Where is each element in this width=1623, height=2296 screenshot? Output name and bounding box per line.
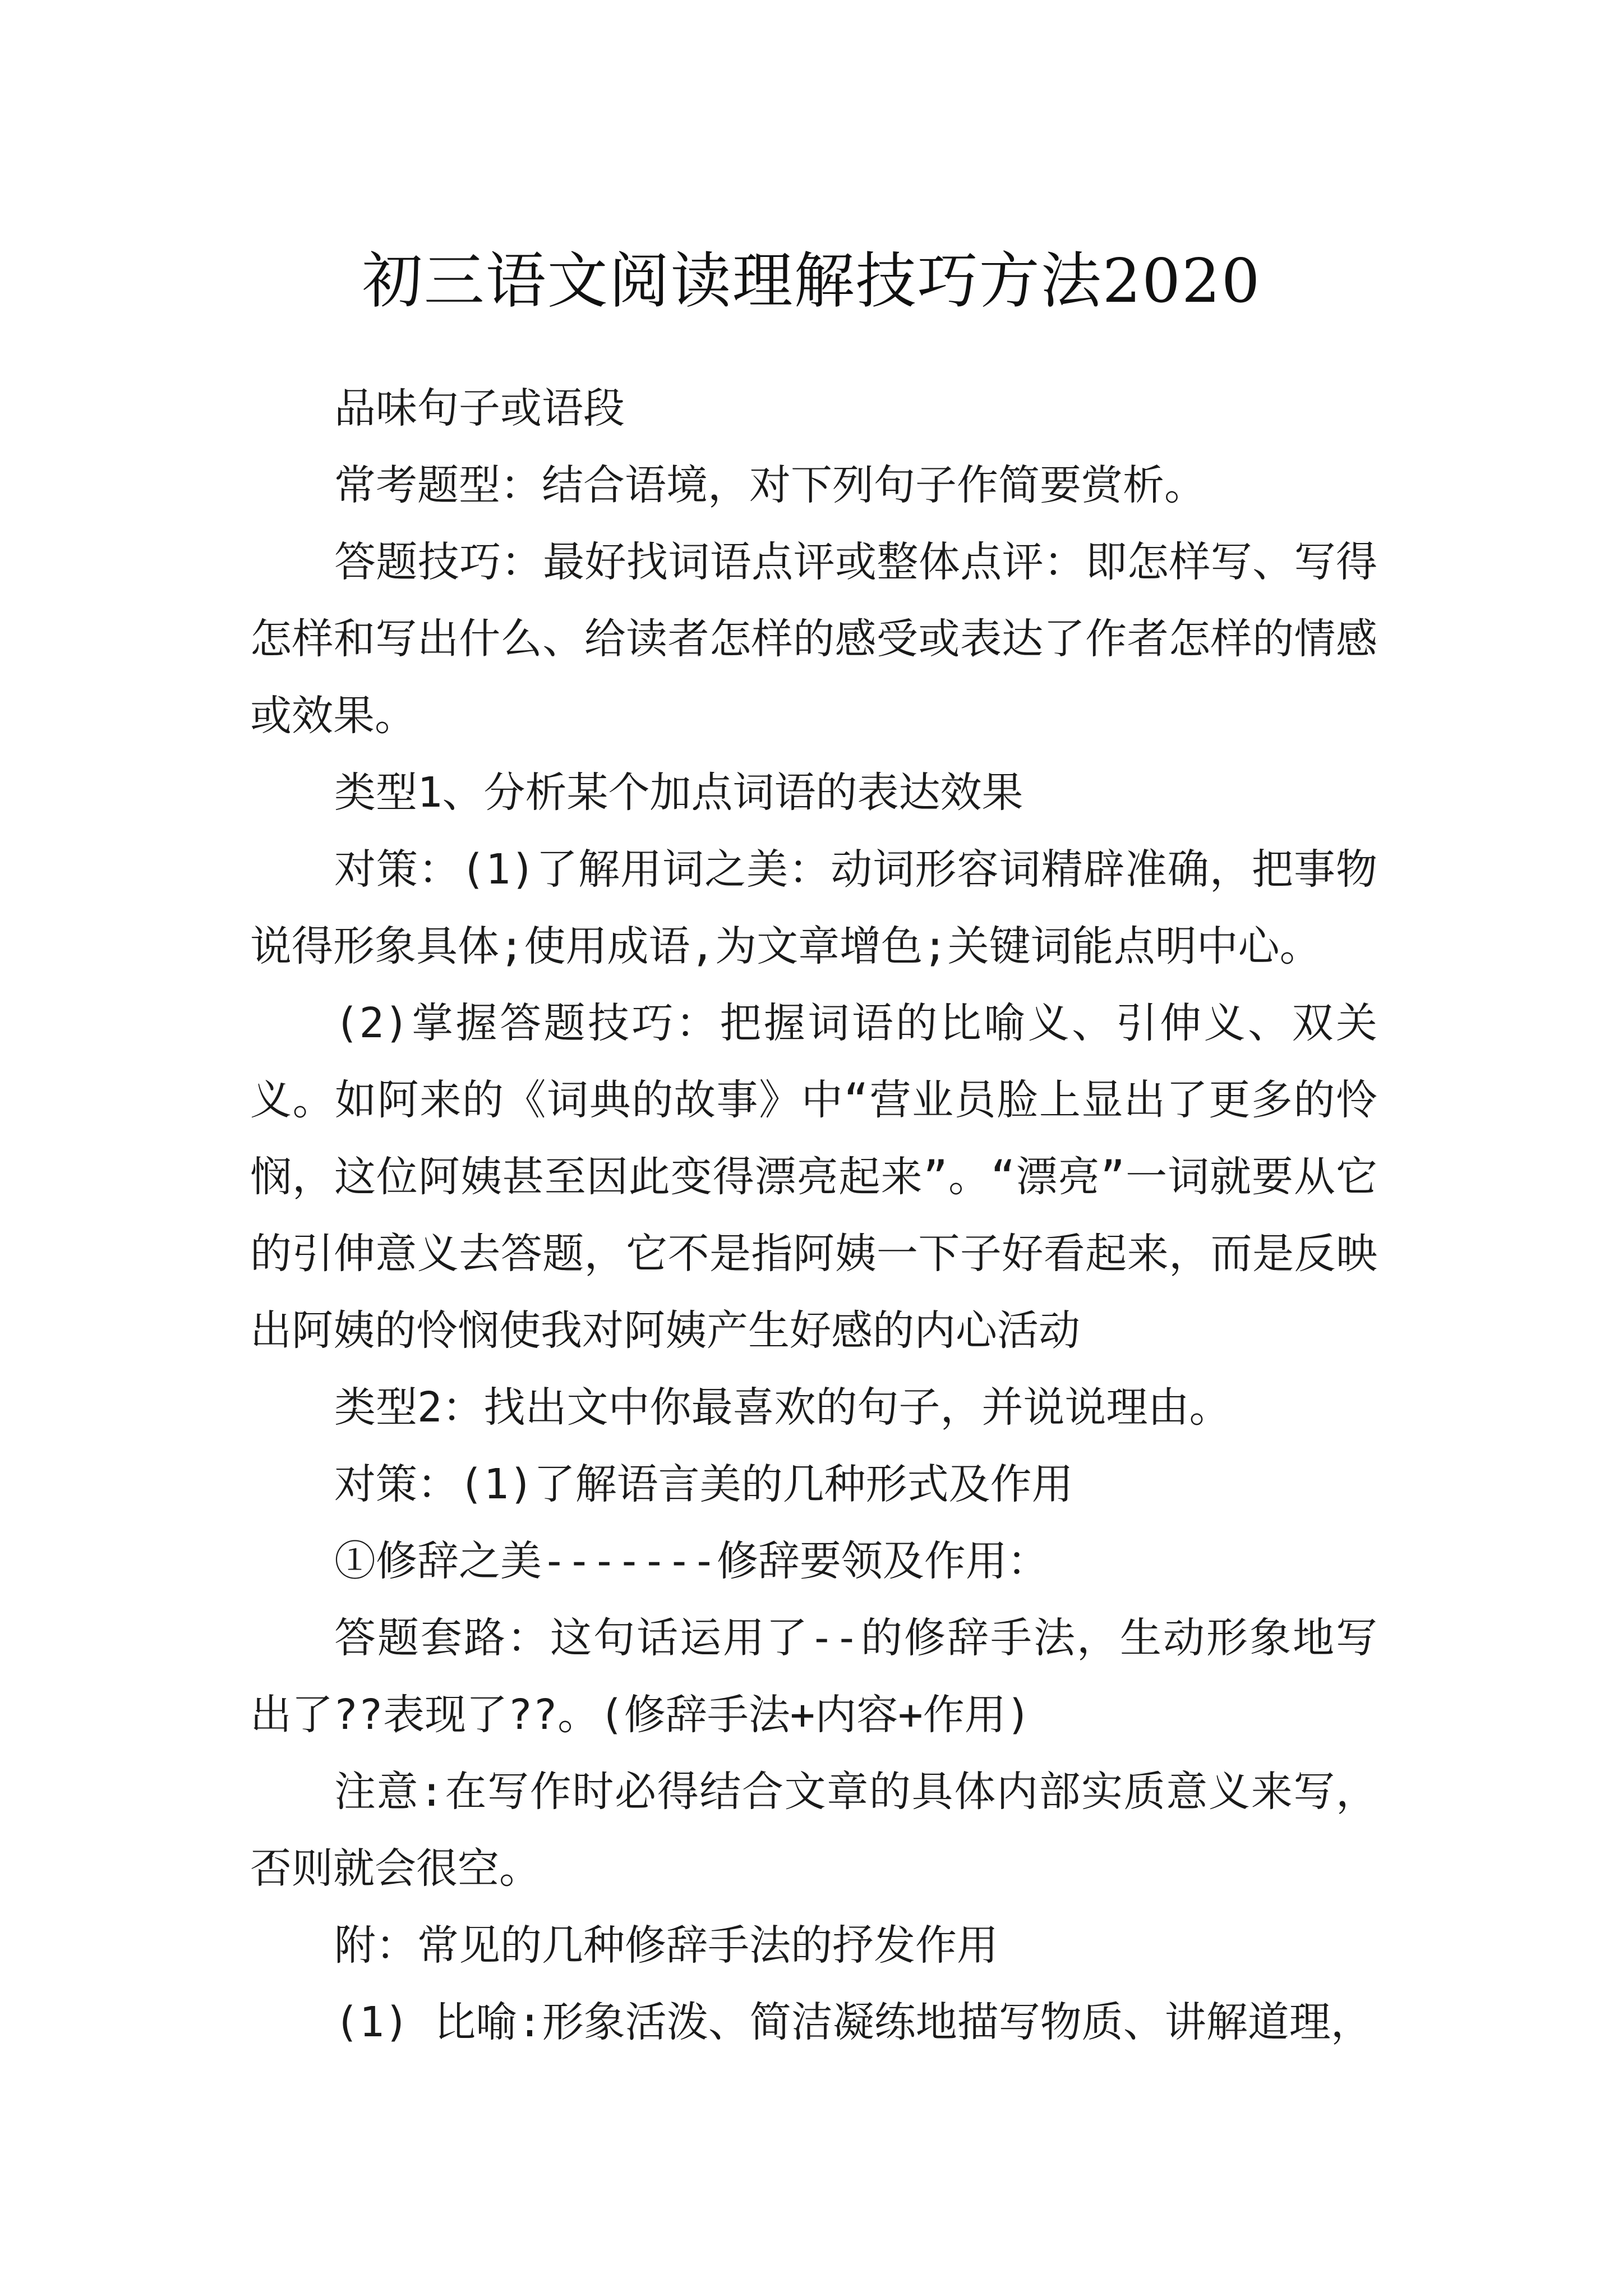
document-title: 初三语文阅读理解技巧方法2020 — [362, 246, 1261, 317]
paragraph: ①修辞之美-------修辞要领及作用： — [334, 1537, 1049, 1585]
document-body — [250, 370, 1377, 2061]
paragraph: 对策：(1)了解语言美的几种形式及作用 — [334, 1460, 1073, 1508]
paragraph: (2)掌握答题技巧：把握词语的比喻义、引伸义、双关义。如阿来的《词典的故事》中“营业员脸上显出了更多的怜悯，这位阿姨甚至因此变得漂亮起来”。“漂亮”一词就要从它的引伸意义去答题，它不是指阿姨一下子好看起来，而是反映出阿姨的怜悯使我对阿姨产生好感的内心活动 — [250, 999, 1377, 1355]
paragraph: 类型1、分析某个加点词语的表达效果 — [334, 769, 1023, 817]
paragraph: 附：常见的几种修辞手法的抒发作用 — [334, 1921, 998, 1970]
paragraph: 常考题型：结合语境，对下列句子作简要赏析。 — [334, 461, 1206, 509]
paragraph: 对策：(1)了解用词之美：动词形容词精辟准确，把事物说得形象具体;使用成语,为文章增色;关键词能点明中心。 — [250, 845, 1377, 970]
paragraph: 答题套路：这句话运用了--的修辞手法，生动形象地写出了??表现了??。(修辞手法+内容+作用) — [250, 1614, 1377, 1739]
paragraph: 类型2：找出文中你最喜欢的句子，并说说理由。 — [334, 1383, 1231, 1432]
paragraph: 注意:在写作时必得结合文章的具体内部实质意义来写，否则就会很空。 — [250, 1768, 1377, 1893]
paragraph: (1) 比喻:形象活泼、简洁凝练地描写物质、讲解道理， — [334, 1998, 1372, 2046]
paragraph: 答题技巧：最好找词语点评或整体点评：即怎样写、写得怎样和写出什么、给读者怎样的感受或表达了作者怎样的情感或效果。 — [250, 538, 1377, 740]
paragraph: 品味句子或语段 — [334, 384, 625, 432]
